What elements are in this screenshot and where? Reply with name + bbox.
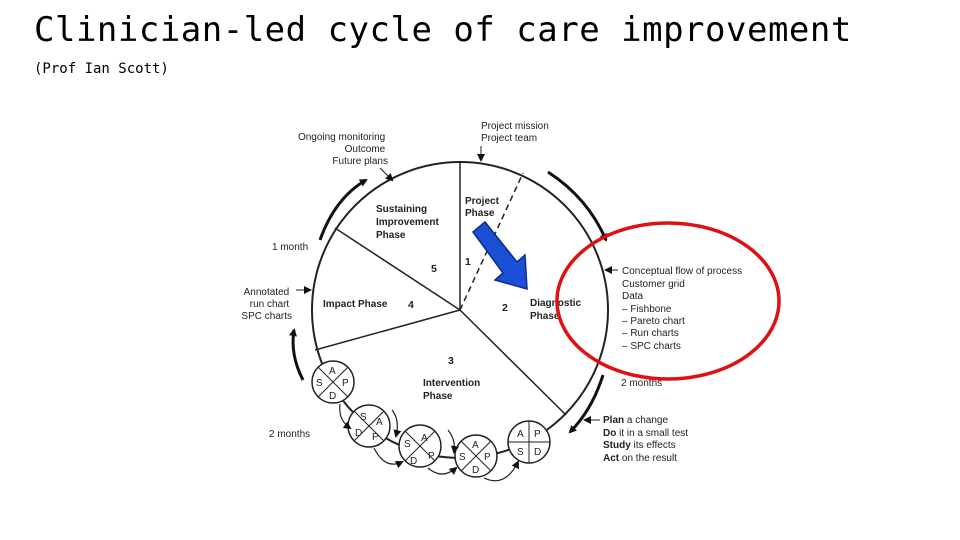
phase-2-label: Diagnostic Phase (530, 298, 582, 322)
svg-text:P: P (534, 429, 541, 440)
svg-text:D: D (329, 391, 337, 402)
phase-2-number: 2 (502, 302, 508, 314)
cycle-arrow-left (293, 330, 303, 380)
phase-1-number: 1 (465, 256, 471, 268)
monitoring-pointer (380, 168, 392, 180)
sector-line-lower-right (460, 310, 566, 415)
phase-5-number: 5 (431, 263, 437, 275)
pdsa-circle-5 (508, 421, 550, 463)
duration-right: 2 months (621, 378, 663, 389)
svg-text:P: P (342, 378, 349, 389)
pdsa-notes: Plan a change Do it in a small test Study its effects Act on the result (603, 415, 689, 464)
svg-text:S: S (459, 452, 466, 463)
pdsa-circle-1 (312, 361, 354, 403)
svg-text:D: D (534, 447, 542, 458)
svg-text:A: A (421, 433, 428, 444)
blue-pointer-arrow (473, 222, 527, 289)
diagnostic-notes: Conceptual flow of process Customer grid Data – Fishbone – Pareto chart – Run charts – SPC charts (622, 266, 743, 352)
phase-4-number: 4 (408, 299, 414, 311)
phase-3-number: 3 (448, 355, 454, 367)
phase-4-label: Impact Phase (323, 299, 388, 310)
cycle-arrow-top-left (320, 180, 366, 240)
svg-text:D: D (472, 465, 480, 476)
slide-title: Clinician-led cycle of care improvement (34, 10, 852, 50)
pdsa-circle-2 (348, 405, 390, 447)
svg-text:P: P (484, 452, 491, 463)
pdsa-link-5 (392, 410, 397, 436)
svg-text:P: P (428, 451, 435, 462)
svg-text:A: A (376, 417, 383, 428)
phase-5-label: Sustaining Improvement Phase (376, 204, 439, 241)
pdsa-circle-4 (455, 435, 497, 477)
svg-text:P: P (372, 432, 379, 443)
duration-bottom-left: 2 months (269, 429, 311, 440)
sector-line-left (315, 310, 460, 350)
highlight-ellipse (557, 223, 779, 379)
phase-1-label: Project Phase (465, 196, 499, 219)
svg-text:A: A (472, 440, 479, 451)
impact-notes: Annotated run chart SPC charts (241, 287, 292, 322)
svg-text:S: S (404, 439, 411, 450)
phase-3-label: Intervention Phase (423, 378, 481, 402)
duration-top-left: 1 month (272, 242, 309, 253)
monitoring-notes: Ongoing monitoring Outcome Future plans (297, 132, 388, 167)
svg-text:D: D (355, 428, 363, 439)
pdsa-circle-3 (399, 425, 441, 467)
project-notes: Project mission Project team (481, 121, 549, 144)
svg-text:S: S (360, 412, 367, 423)
cycle-arrow-top-right (548, 172, 606, 240)
pdsa-link-6 (448, 430, 454, 452)
svg-text:S: S (316, 378, 323, 389)
pdsa-link-3 (428, 468, 456, 474)
svg-text:D: D (410, 456, 418, 467)
svg-text:A: A (517, 429, 524, 440)
slide-subtitle: (Prof Ian Scott) (34, 61, 169, 77)
svg-text:S: S (517, 447, 524, 458)
svg-text:A: A (329, 366, 336, 377)
pdsa-link-2 (374, 448, 402, 464)
